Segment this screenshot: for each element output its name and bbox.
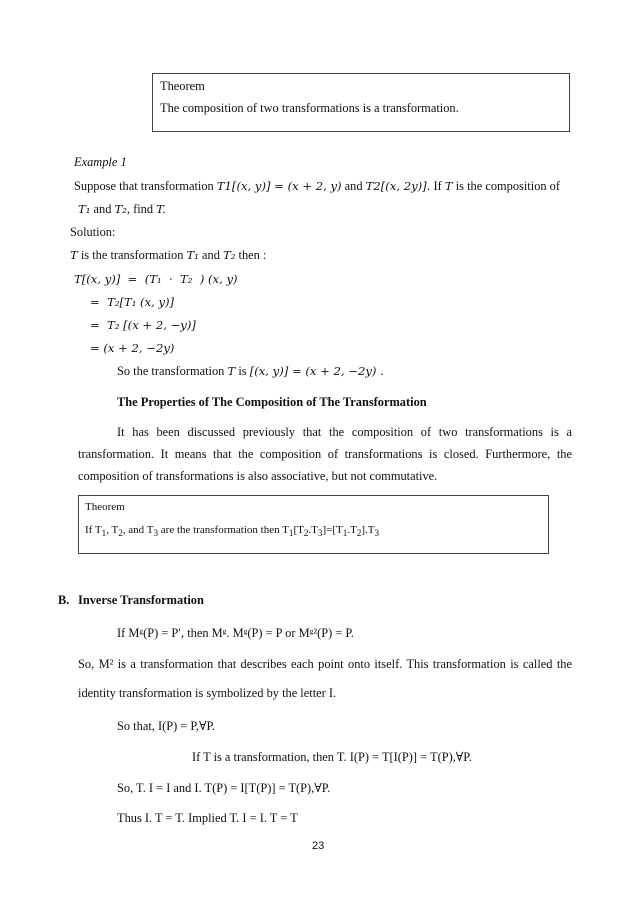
properties-para-line1: It has been discussed previously that the composition of two transformations is a — [117, 425, 572, 439]
sol-t2: T₂ — [223, 248, 236, 262]
page-number: 23 — [312, 840, 325, 852]
sol-T: T — [70, 248, 78, 262]
line2-t2: T₂ — [114, 202, 127, 216]
sol-then: then : — [238, 248, 267, 262]
sol-text: is the transformation — [80, 248, 184, 262]
conclusion-expr: [(x, y)] = (x + 2, −2y) . — [249, 364, 384, 378]
conclusion-line — [117, 364, 384, 379]
conclusion-T: T — [227, 364, 236, 378]
properties-para-line3: composition of transformations is also associative, but not commutative. — [78, 469, 438, 483]
inverse-line6: So, T. I = I and I. T(P) = I[T(P)] = T(P),∀P. — [117, 781, 331, 795]
inverse-line4: So that, I(P) = P,∀P. — [117, 719, 216, 733]
problem-t1-def: T1[(x, y)] = (x + 2, y) — [216, 179, 342, 193]
equation-2: = T₂[T₁ (x, y)] — [90, 295, 175, 309]
equation-1: T[(x, y)] = (T₁ · T₂ ) (x, y) — [74, 272, 238, 286]
sol-t1: T₁ — [186, 248, 199, 262]
example-problem-line1 — [74, 179, 560, 194]
line2-and: and — [93, 202, 112, 216]
solution-line1 — [70, 248, 266, 263]
properties-para-line2: transformation. It means that the composition of transformations is closed. Furthermore, the — [78, 447, 572, 461]
line2-t1: T₁ — [78, 202, 91, 216]
example-problem-line2 — [78, 202, 166, 217]
theorem-2-statement: If $T_1$, $T_2$, and $T_3$ are the transformation then $T_1[T_2.T_3]=[T_1.T_2].T_3$ — [85, 524, 380, 539]
equation-3: = T₂ [(x + 2, −y)] — [90, 318, 196, 332]
theorem-1-heading: Theorem — [160, 79, 205, 93]
line2-T: T. — [156, 202, 166, 216]
problem-T: T — [444, 179, 453, 193]
problem-if: If — [433, 179, 442, 193]
solution-label: Solution: — [70, 225, 116, 239]
inverse-line5: If T is a transformation, then T. I(P) = T[I(P)] = T(P),∀P. — [192, 750, 472, 764]
example-label: Example 1 — [74, 155, 127, 169]
problem-suffix: is the composition of — [455, 179, 560, 193]
equation-4: = (x + 2, −2y) — [90, 341, 175, 355]
conclusion-prefix: So the transformation — [117, 364, 225, 378]
problem-and: and — [344, 179, 363, 193]
problem-prefix: Suppose that transformation — [74, 179, 214, 193]
theorem-2-heading: Theorem — [85, 501, 125, 513]
inverse-line3: identity transformation is symbolized by the letter I. — [78, 686, 337, 700]
problem-t2-def: T2[(x, 2y)]. — [365, 179, 431, 193]
conclusion-is: is — [238, 364, 247, 378]
properties-heading: The Properties of The Composition of The Transformation — [117, 395, 427, 409]
inverse-line1: If Mᵍ(P) = P′, then Mᵍ. Mᵍ(P) = P or Mᵍ²(P) = P. — [117, 626, 355, 640]
theorem-1-statement: The composition of two transformations is a transformation. — [160, 101, 459, 115]
inverse-line7: Thus I. T = T. Implied T. I = I. T = T — [117, 811, 298, 825]
sol-and: and — [202, 248, 220, 262]
inverse-line2: So, M² is a transformation that describes each point onto itself. This transformation is called the — [78, 657, 572, 671]
line2-find: , find — [126, 202, 154, 216]
section-b-title: Inverse Transformation — [78, 593, 204, 607]
section-b-label: B. — [58, 593, 70, 607]
